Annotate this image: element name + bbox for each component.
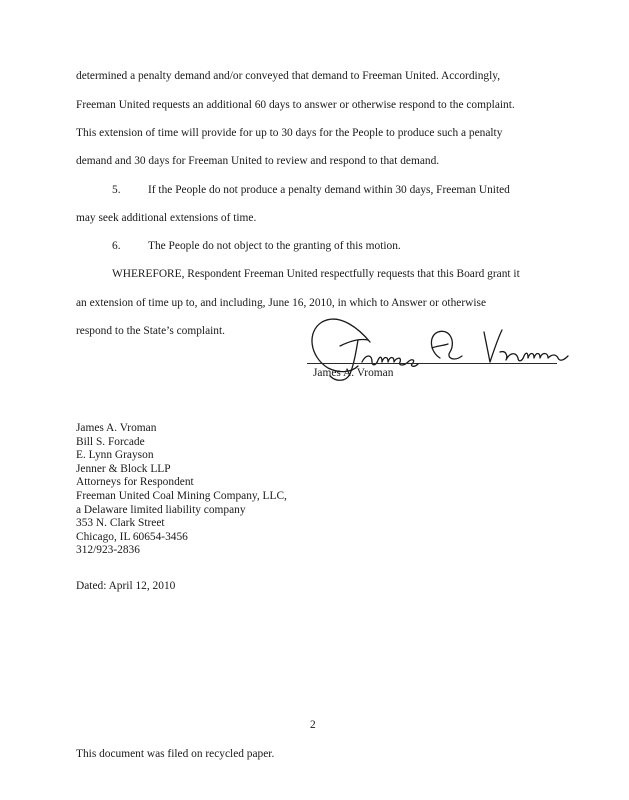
- counsel-line: 312/923-2836: [76, 544, 140, 557]
- page-number: 2: [310, 719, 316, 731]
- counsel-line: Bill S. Forcade: [76, 435, 145, 448]
- signatory-printed-name: James A. Vroman: [313, 367, 394, 379]
- wherefore-line-2: an extension of time up to, and including, June 16, 2010, in which to Answer or otherwise: [76, 297, 486, 309]
- paragraph-5-text: If the People do not produce a penalty demand within 30 days, Freeman United: [148, 184, 510, 196]
- counsel-line: Jenner & Block LLP: [76, 462, 171, 475]
- counsel-line: 353 N. Clark Street: [76, 517, 165, 530]
- counsel-line: a Delaware limited liability company: [76, 503, 246, 516]
- paragraph-6-text: The People do not object to the granting of this motion.: [148, 240, 401, 252]
- body-line-3: This extension of time will provide for up to 30 days for the People to produce such a penalty: [76, 127, 503, 139]
- signature-line: [307, 363, 557, 364]
- body-line-1: determined a penalty demand and/or conveyed that demand to Freeman United. Accordingly,: [76, 70, 501, 82]
- recycled-paper-footer: This document was filed on recycled paper.: [76, 748, 275, 760]
- counsel-line: Freeman United Coal Mining Company, LLC,: [76, 489, 287, 502]
- paragraph-5-number: 5.: [112, 184, 121, 196]
- counsel-line: E. Lynn Grayson: [76, 449, 154, 462]
- counsel-line: Attorneys for Respondent: [76, 476, 194, 489]
- paragraph-5-line-2: may seek additional extensions of time.: [76, 212, 257, 224]
- wherefore-line-3: respond to the State’s complaint.: [76, 325, 226, 337]
- body-line-4: demand and 30 days for Freeman United to review and respond to that demand.: [76, 155, 440, 167]
- handwritten-signature: [300, 312, 570, 392]
- wherefore-line-1: WHEREFORE, Respondent Freeman United respectfully requests that this Board grant it: [112, 268, 520, 280]
- counsel-line: Chicago, IL 60654-3456: [76, 530, 188, 543]
- body-line-2: Freeman United requests an additional 60 days to answer or otherwise respond to the complaint.: [76, 99, 515, 111]
- dated-line: Dated: April 12, 2010: [76, 580, 176, 592]
- counsel-line: James A. Vroman: [76, 422, 157, 434]
- paragraph-6-number: 6.: [112, 240, 121, 252]
- counsel-block: [76, 422, 287, 558]
